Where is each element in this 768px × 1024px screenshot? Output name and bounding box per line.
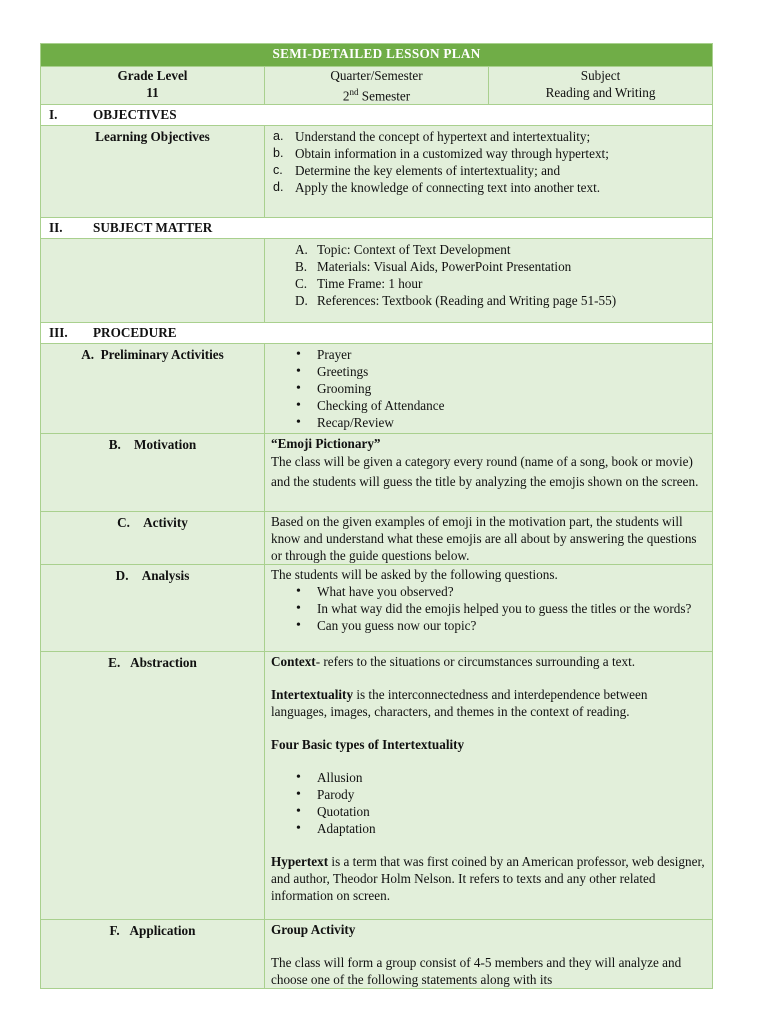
preliminary-item: • Checking of Attendance: [317, 397, 706, 414]
analysis-row: [41, 565, 713, 652]
grade-level-label: Grade Level: [117, 68, 188, 83]
subject-matter-empty-cell: [41, 239, 265, 323]
quarter-label: Quarter/Semester: [330, 68, 423, 83]
header-info-row: [41, 67, 713, 105]
activity-label-text: Activity: [143, 515, 188, 531]
context-text: - refers to the situations or circumstances surrounding a text.: [315, 654, 636, 670]
preliminary-item: • Recap/Review: [317, 414, 706, 431]
types-heading: Four Basic types of Intertextuality: [271, 737, 465, 753]
preliminary-item: • Prayer: [317, 346, 706, 363]
objective-item-text: Apply the knowledge of connecting text into another text.: [295, 180, 601, 196]
objectives-row: [41, 126, 713, 218]
objectives-title: OBJECTIVES: [93, 107, 177, 123]
subject-matter-heading: [41, 218, 713, 239]
subject-matter-item: [295, 258, 706, 275]
subject-matter-item-text: Topic: Context of Text Development: [317, 242, 511, 258]
learning-objectives-label: Learning Objectives: [41, 126, 265, 218]
activity-row: [41, 512, 713, 565]
subject-matter-title: SUBJECT MATTER: [93, 220, 213, 236]
activity-text: Based on the given examples of emoji in the motivation part, the students will know and understand what these emojis are all about by answering the questions or through the guide questions below.: [271, 514, 697, 564]
preliminary-label-text: Preliminary Activities: [100, 347, 224, 363]
application-text: The class will form a group consist of 4-5 members and they will analyze and choose one of the following statements along with its: [271, 955, 682, 988]
procedure-number: III.: [49, 325, 68, 341]
preliminary-item: • Grooming: [317, 380, 706, 397]
analysis-intro: The students will be asked by the following questions.: [271, 567, 558, 583]
objective-item-marker: c.: [273, 163, 283, 178]
motivation-label-text: Motivation: [134, 437, 197, 453]
application-content: [265, 920, 713, 989]
application-label-text: Application: [129, 923, 196, 939]
objective-item-marker: a.: [273, 129, 284, 144]
objective-item-text: Obtain information in a customized way through hypertext;: [295, 146, 609, 162]
intertextuality-text: is the interconnectedness and interdependence between languages, images, characters, and themes in the context of reading.: [271, 687, 648, 720]
analysis-label-text: Analysis: [141, 568, 190, 584]
quarter-suffix: nd: [349, 87, 359, 97]
objective-item-text: Determine the key elements of intertextuality; and: [295, 163, 561, 179]
subject-matter-content: [265, 239, 713, 323]
grade-level-cell: [41, 67, 265, 105]
abstraction-label: [41, 652, 265, 920]
objectives-list: [271, 128, 706, 196]
procedure-heading: [41, 323, 713, 344]
abstraction-letter: E.: [108, 655, 121, 671]
subject-matter-item-marker: B.: [295, 259, 308, 275]
analysis-label: [41, 565, 265, 652]
objective-item: [273, 128, 706, 145]
subject-matter-item-text: Materials: Visual Aids, PowerPoint Presentation: [317, 259, 572, 275]
abstraction-label-text: Abstraction: [130, 655, 197, 671]
abstraction-content: [265, 652, 713, 920]
procedure-title: PROCEDURE: [93, 325, 177, 341]
objectives-heading: [41, 105, 713, 126]
subject-matter-item: [295, 292, 706, 309]
intertextuality-type: • Adaptation: [317, 820, 706, 837]
quarter-number: 2: [342, 88, 350, 104]
subject-matter-item: [295, 275, 706, 292]
hypertext-definition: [271, 853, 706, 904]
motivation-letter: B.: [108, 437, 121, 453]
analysis-question: • In what way did the emojis helped you to guess the titles or the words?: [317, 600, 706, 617]
subject-matter-heading-row: [41, 218, 713, 239]
application-title: Group Activity: [271, 922, 356, 938]
analysis-question: • What have you observed?: [317, 583, 706, 600]
context-definition: [271, 653, 706, 670]
context-term: Context: [271, 654, 316, 670]
objective-item: [273, 179, 706, 196]
subject-matter-item-marker: D.: [295, 293, 308, 309]
objective-item: [273, 162, 706, 179]
title-row: [41, 44, 713, 67]
application-letter: F.: [109, 923, 120, 939]
preliminary-list: [271, 346, 706, 431]
analysis-question: • Can you guess now our topic?: [317, 617, 706, 634]
activity-content: [265, 512, 713, 565]
preliminary-row: [41, 344, 713, 434]
analysis-content: [265, 565, 713, 652]
objective-item-text: Understand the concept of hypertext and intertextuality;: [295, 129, 591, 145]
procedure-heading-row: [41, 323, 713, 344]
motivation-row: [41, 434, 713, 512]
analysis-letter: D.: [115, 568, 129, 584]
hypertext-term: Hypertext: [271, 854, 329, 870]
quarter-value: [271, 84, 482, 104]
quarter-cell: [265, 67, 489, 105]
subject-label: Subject: [580, 68, 621, 83]
subject-value: Reading and Writing: [545, 85, 656, 100]
subject-matter-item-text: Time Frame: 1 hour: [317, 276, 423, 292]
motivation-text: The class will be given a category every round (name of a song, book or movie) and the students will guess the title by analyzing the emojis shown on the screen.: [271, 454, 699, 490]
objectives-heading-row: [41, 105, 713, 126]
intertextuality-types-list: [271, 769, 706, 837]
document-title: SEMI-DETAILED LESSON PLAN: [41, 44, 713, 67]
objective-item: [273, 145, 706, 162]
intertextuality-type: • Quotation: [317, 803, 706, 820]
intertextuality-definition: [271, 686, 706, 720]
subject-matter-item-marker: A.: [295, 242, 308, 258]
objective-item-marker: b.: [273, 146, 284, 161]
activity-letter: C.: [117, 515, 130, 531]
activity-label: [41, 512, 265, 565]
intertextuality-type: • Allusion: [317, 769, 706, 786]
preliminary-letter: A.: [81, 347, 95, 363]
objective-item-marker: d.: [273, 180, 284, 195]
motivation-title: “Emoji Pictionary”: [271, 436, 381, 452]
application-label: [41, 920, 265, 989]
subject-matter-item-text: References: Textbook (Reading and Writing page 51-55): [317, 293, 617, 309]
preliminary-content: [265, 344, 713, 434]
intertextuality-term: Intertextuality: [271, 687, 354, 703]
motivation-content: [265, 434, 713, 512]
lesson-plan-table: [40, 43, 713, 989]
objectives-number: I.: [49, 107, 58, 123]
abstraction-row: [41, 652, 713, 920]
subject-cell: [489, 67, 713, 105]
subject-matter-list: [271, 241, 706, 309]
subject-matter-number: II.: [49, 220, 63, 236]
intertextuality-type: • Parody: [317, 786, 706, 803]
preliminary-label: [41, 344, 265, 434]
grade-level-value: 11: [146, 85, 159, 100]
lesson-plan-document: [40, 43, 712, 989]
subject-matter-row: [41, 239, 713, 323]
motivation-label: [41, 434, 265, 512]
quarter-semester-text: Semester: [358, 88, 411, 104]
subject-matter-item-marker: C.: [295, 276, 308, 292]
application-row: [41, 920, 713, 989]
hypertext-text: is a term that was first coined by an American professor, web designer, and author, Theodor Holm Nelson. It refers to texts and any other related information on screen.: [271, 854, 705, 904]
subject-matter-item: [295, 241, 706, 258]
analysis-question-list: [271, 583, 706, 634]
preliminary-item: • Greetings: [317, 363, 706, 380]
objectives-content: [265, 126, 713, 218]
